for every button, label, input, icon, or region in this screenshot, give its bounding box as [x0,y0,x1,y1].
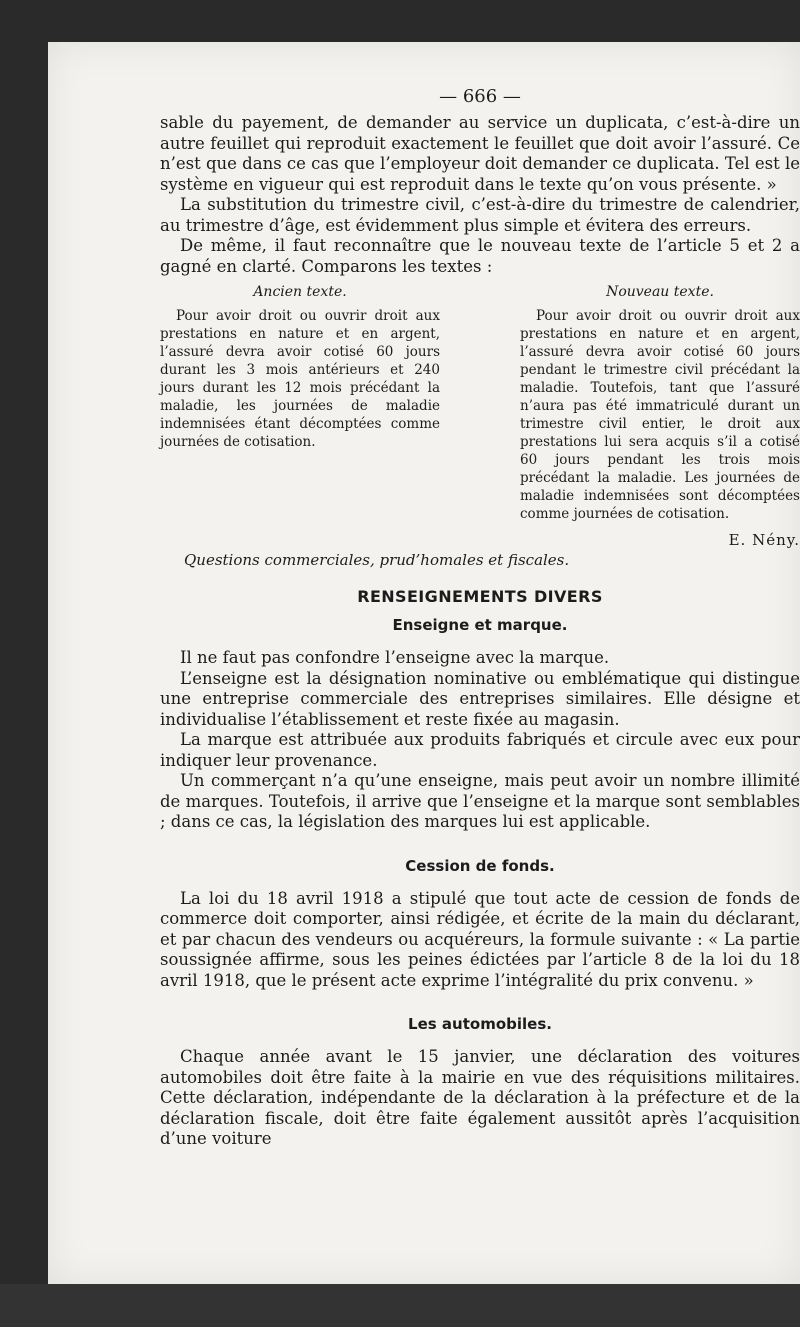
new-text-column [520,283,800,523]
page-content [160,86,800,1150]
new-text-heading: Nouveau texte. [606,284,714,300]
document-page [48,42,800,1284]
page-number: — 666 — [439,86,521,107]
intro-paragraph-1: sable du payement, de demander au service un duplicata, c’est-à-dire un autre feuillet qui reproduit exactement le feuillet que doit avoir l’assuré. Ce n’est que dans ce cas que l’employeur doit demander ce duplicata. Tel est le système en vigueur qui est reproduit dans le texte qu’on vous présente. » [160,113,800,194]
cession-paragraph-1: La loi du 18 avril 1918 a stipulé que tout acte de cession de fonds de commerce doit comporter, ainsi rédigée, et écrite de la main du déclarant, et par chacun des vendeurs ou acquéreurs, la formule suivante : « La partie soussignée affirme, sous les peines édictées par l’article 8 de la loi du 18 avril 1918, que le présent acte exprime l’intégralité du prix convenu. » [160,888,800,990]
comparison-columns [160,283,800,523]
old-text-column [160,283,440,523]
old-text-heading: Ancien texte. [253,284,347,300]
cession-title: Cession de fonds. [405,856,555,875]
new-text-body: Pour avoir droit ou ouvrir droit aux prestations en nature et en argent, l’assuré devra avoir cotisé 60 jours pendant le trimestre civil précédant la maladie. Toutefois, tant que l’assuré n’aura pas été immatriculé durant un trimestre civil entier, le droit aux prestations lui sera acquis s’il a cotisé 60 jours pendant les trois mois précédant la maladie. Les journées de maladie indemnisées sont décomptées comme journées de cotisation. [520,308,800,522]
enseigne-paragraph-4: Un commerçant n’a qu’une enseigne, mais peut avoir un nombre illimité de marques. Toutefois, il arrive que l’enseigne et la marque sont semblables ; dans ce cas, la législation des marques lui est applicable. [160,771,800,831]
author-signature: E. Nény. [728,531,800,549]
enseigne-paragraph-1: Il ne faut pas confondre l’enseigne avec la marque. [180,648,610,667]
automobiles-title: Les automobiles. [408,1015,552,1033]
section-title: RENSEIGNEMENTS DIVERS [357,587,603,606]
intro-paragraph-2: La substitution du trimestre civil, c’est-à-dire du trimestre de calendrier, au trimestre d’âge, est évidemment plus simple et évitera des erreurs. [160,195,800,235]
enseigne-paragraph-3: La marque est attribuée aux produits fabriqués et circule avec eux pour indiquer leur provenance. [160,730,800,770]
scan-border [0,1284,800,1327]
enseigne-title: Enseigne et marque. [392,616,568,634]
source-citation: Questions commerciales, prud’homales et fiscales. [184,551,570,569]
intro-paragraph-3: De même, il faut reconnaître que le nouveau texte de l’article 5 et 2 a gagné en clarté. Comparons les textes : [160,236,800,276]
old-text-body: Pour avoir droit ou ouvrir droit aux prestations en nature et en argent, l’assuré devra avoir cotisé 60 jours durant les 3 mois antérieurs et 240 jours durant les 12 mois précédant la maladie, les journées de maladie indemnisées étant décomptées comme journées de cotisation. [160,308,440,450]
enseigne-paragraph-2: L’enseigne est la désignation nominative ou emblématique qui distingue une entreprise commerciale des entreprises similaires. Elle désigne et individualise l’établissement et reste fixée au magasin. [160,668,800,729]
automobiles-paragraph-1: Chaque année avant le 15 janvier, une déclaration des voitures automobiles doit être faite à la mairie en vue des réquisitions militaires. Cette déclaration, indépendante de la déclaration à la préfecture et de la déclaration fiscale, doit être faite également aussitôt après l’acquisition d’une voiture [160,1047,800,1148]
